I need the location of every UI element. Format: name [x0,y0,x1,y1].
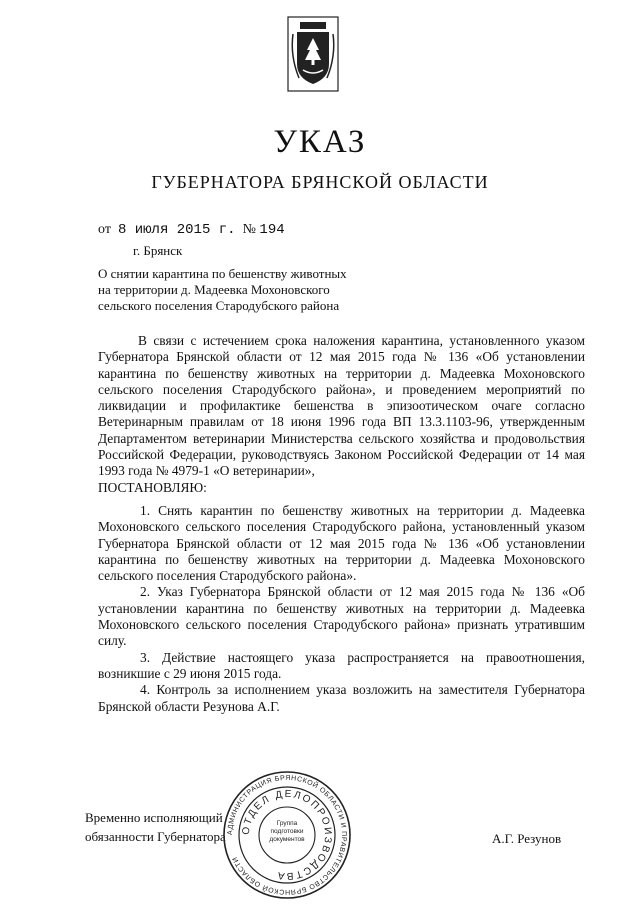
document-number: 194 [259,222,285,238]
number-label: № [242,222,256,237]
signer-name: А.Г. Резунов [492,831,562,846]
preamble-paragraph: В связи с истечением срока наложения карантина, установленного указом Губернатора Брянской области от 12 мая 2015 года № 136 «Об установлении карантина по бешенству животных на территории д. Мадеевка Мохоновского сельского поселения Стародубского района», и проведением мероприятий по ликвидации и профилактике бешенства в эпизоотическом очаге согласно Ветеринарным правилам от 18 июня 1996 года ВП 13.3.1103-96, утвержденным Департаментом ветеринарии Министерства сельского хозяйства и продовольствия Российской Федерации, руководствуясь Законом Российской Федерации от 14 мая 1993 года № 4979-1 «О ветеринарии», [98,333,585,479]
date-line [98,222,285,238]
seal-outer-text: АДМИНИСТРАЦИЯ БРЯНСКОЙ ОБЛАСТИ И ПРАВИТЕЛЬСТВО БРЯНСКОЙ ОБЛАСТИ [226,774,348,896]
subject-line: на территории д. Мадеевка Мохоновского [98,282,330,297]
subject-line: сельского поселения Стародубского района [98,298,340,313]
decree-item: 1. Снять карантин по бешенству животных на территории д. Мадеевка Мохоновского сельского поселения Стародубского района, установленный указом Губернатора Брянской области от 12 мая 2015 года № 136 «Об установлении карантина по бешенству животных на территории д. Мадеевка Мохоновского сельского поселения Стародубского района». [98,502,585,584]
seal-middle-text: ОТДЕЛ ДЕЛОПРОИЗВОДСТВА [240,788,334,882]
official-seal-icon [222,770,352,900]
coat-of-arms-icon [287,16,339,92]
decree-item: 2. Указ Губернатора Брянской области от 12 мая 2015 года № 136 «Об установлении карантина по бешенству животных на территории д. Мадеевка Мохоновского сельского поселения Стародубского района» признать утратившим силу. [98,584,585,649]
signer-position-line: Временно исполняющий [85,810,223,825]
signer-position-line: обязанности Губернатора [85,829,226,844]
date-prefix: от [98,222,111,237]
decree-item: 4. Контроль за исполнением указа возложить на заместителя Губернатора Брянской области Резунова А.Г. [98,682,585,714]
signer-position [85,808,226,846]
document-subtitle: ГУБЕРНАТОРА БРЯНСКОЙ ОБЛАСТИ [151,172,489,192]
document-city: г. Брянск [133,243,183,258]
document-body [98,333,585,715]
document-date: 8 июля 2015 г. [117,222,236,238]
decree-item: 3. Действие настоящего указа распространяется на правоотношения, возникшие с 29 июня 2015 года. [98,649,585,681]
subject-line: О снятии карантина по бешенству животных [98,266,347,281]
document-title: УКАЗ [273,124,367,160]
document-subject [98,266,398,314]
decree-heading: ПОСТАНОВЛЯЮ: [98,479,207,495]
seal-center-text: Группа подготовки документов [269,820,305,843]
